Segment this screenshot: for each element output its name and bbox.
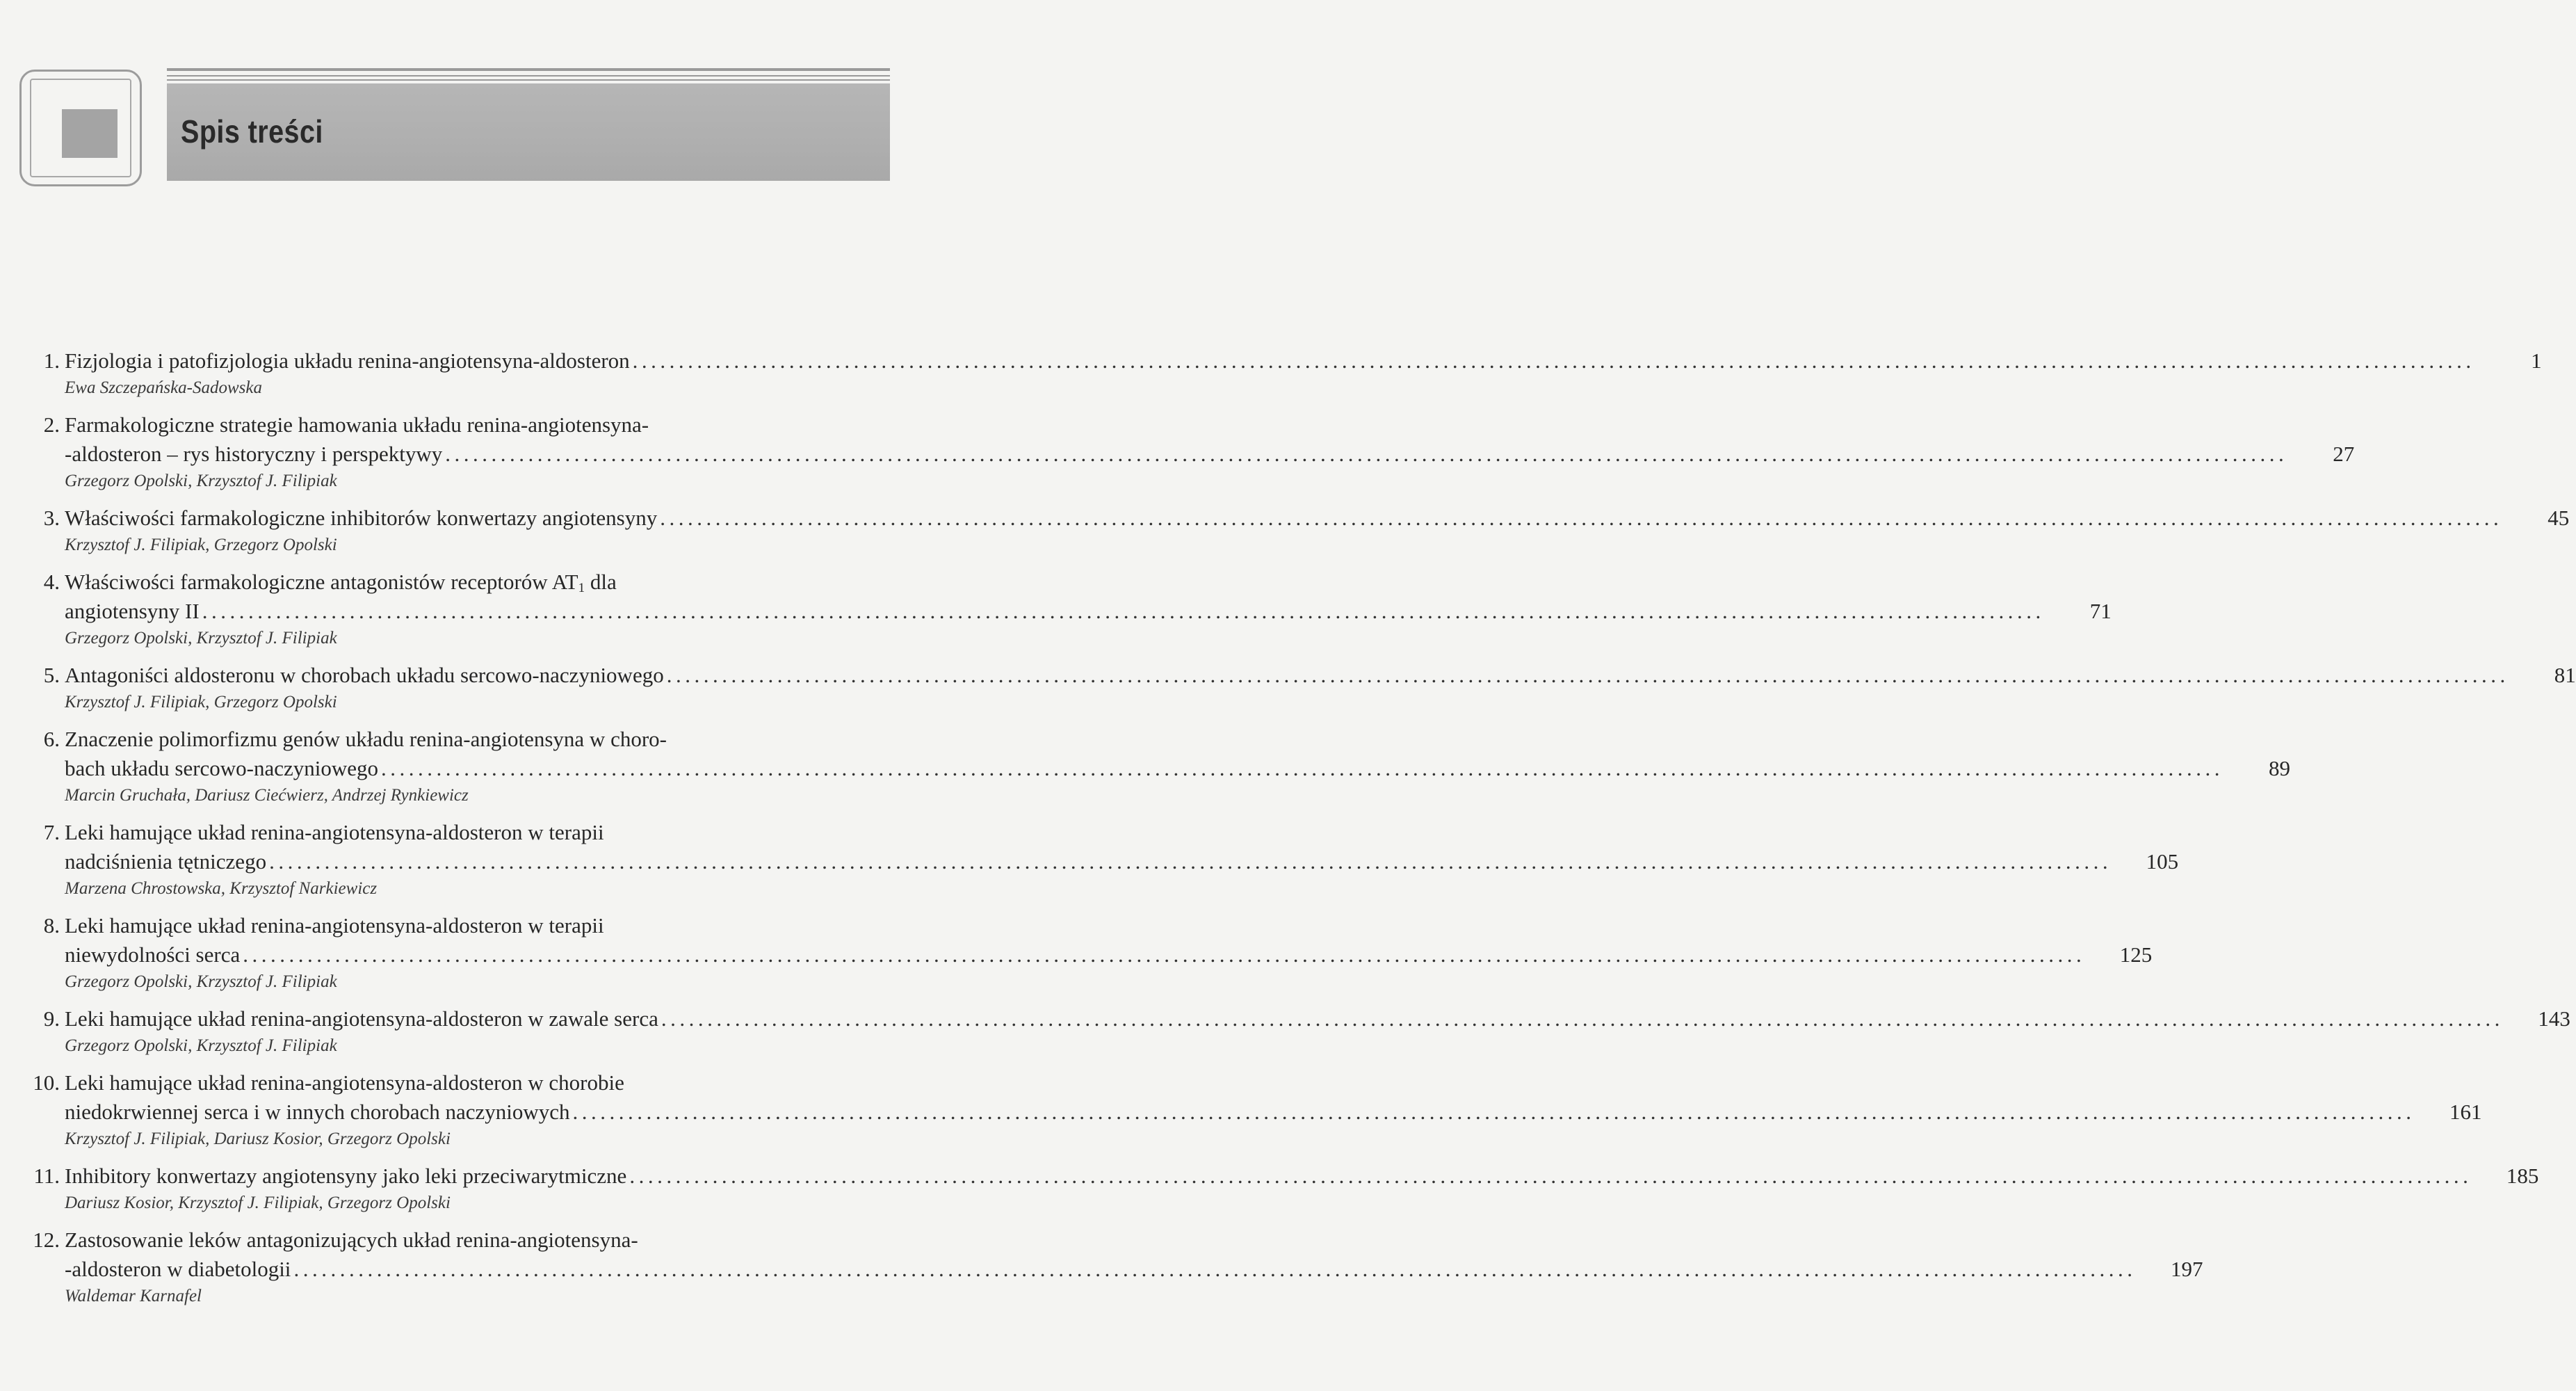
chapter-title: nadciśnienia tętniczego bbox=[65, 849, 267, 874]
page-number: 89 bbox=[2269, 756, 2291, 780]
chapter-title: niedokrwiennej serca i w innych chorobach naczyniowych bbox=[65, 1100, 570, 1124]
toc-entry[interactable] bbox=[28, 410, 2355, 494]
chapter-title: Antagoniści aldosteronu w chorobach układu sercowo-naczyniowego bbox=[65, 663, 664, 687]
toc-entry[interactable] bbox=[28, 661, 2576, 715]
page-number: 161 bbox=[2449, 1100, 2482, 1124]
toc-entry[interactable] bbox=[28, 911, 2153, 995]
chapter-title: Właściwości farmakologiczne inhibitorów konwertazy angiotensyny bbox=[65, 506, 658, 530]
toc-entry[interactable] bbox=[28, 1068, 2482, 1152]
chapter-number: 6. bbox=[43, 727, 60, 751]
header-rule bbox=[167, 68, 890, 71]
chapter-number: 2. bbox=[43, 412, 60, 437]
chapter-authors: Grzegorz Opolski, Krzysztof J. Filipiak bbox=[65, 472, 337, 490]
chapter-number: 5. bbox=[43, 663, 60, 687]
chapter-title: niewydolności serca bbox=[65, 942, 241, 967]
chapter-number: 7. bbox=[43, 820, 60, 844]
chapter-title: angiotensyny II bbox=[65, 599, 200, 623]
chapter-number: 12. bbox=[33, 1228, 60, 1252]
emblem-square-icon bbox=[62, 109, 118, 158]
dot-leader: ........................................................................................................................................................................................................ bbox=[381, 756, 2224, 780]
chapter-number: 3. bbox=[43, 506, 60, 530]
toc-entry[interactable] bbox=[28, 1225, 2203, 1309]
toc-entry[interactable] bbox=[28, 725, 2291, 808]
chapter-title-line bbox=[65, 346, 2542, 376]
header-rule bbox=[167, 75, 890, 77]
chapter-title-line bbox=[65, 504, 2570, 533]
dot-leader: ........................................................................................................................................................................................................ bbox=[202, 599, 2045, 623]
header-band bbox=[167, 83, 890, 181]
page-number: 45 bbox=[2547, 506, 2570, 530]
chapter-title-line bbox=[65, 847, 2179, 876]
chapter-authors: Waldemar Karnafel bbox=[65, 1287, 202, 1305]
chapter-title: Leki hamujące układ renina-angiotensyna-aldosteron w zawale serca bbox=[65, 1006, 658, 1031]
chapter-authors: Marzena Chrostowska, Krzysztof Narkiewicz bbox=[65, 879, 378, 898]
dot-leader: ........................................................................................................................................................................................................ bbox=[629, 1164, 2472, 1188]
page-number: 1 bbox=[2531, 348, 2542, 373]
chapter-title: bach układu sercowo-naczyniowego bbox=[65, 756, 379, 780]
dot-leader: ........................................................................................................................................................................................................ bbox=[243, 942, 2086, 967]
dot-leader: ........................................................................................................................................................................................................ bbox=[660, 506, 2503, 530]
page-number: 197 bbox=[2170, 1257, 2203, 1281]
chapter-title: Zastosowanie leków antagonizujących układ renina-angiotensyna- bbox=[65, 1228, 638, 1252]
chapter-authors: Krzysztof J. Filipiak, Grzegorz Opolski bbox=[65, 693, 337, 711]
chapter-authors: Grzegorz Opolski, Krzysztof J. Filipiak bbox=[65, 972, 337, 991]
chapter-number: 1. bbox=[43, 348, 60, 373]
chapter-title: Znaczenie polimorfizmu genów układu renina-angiotensyna w choro- bbox=[65, 727, 667, 751]
chapter-title-line bbox=[65, 661, 2576, 690]
chapter-emblem bbox=[19, 70, 142, 186]
dot-leader: ........................................................................................................................................................................................................ bbox=[269, 849, 2112, 874]
chapter-authors: Ewa Szczepańska-Sadowska bbox=[65, 378, 262, 397]
chapter-title: Fizjologia i patofizjologia układu renina-angiotensyna-aldosteron bbox=[65, 348, 630, 373]
toc-entry[interactable] bbox=[28, 504, 2570, 558]
page-number: 27 bbox=[2333, 442, 2355, 466]
table-of-contents bbox=[28, 346, 2576, 1319]
toc-entry[interactable] bbox=[28, 818, 2179, 901]
dot-leader: ........................................................................................................................................................................................................ bbox=[632, 348, 2475, 373]
toc-entry[interactable] bbox=[28, 1004, 2570, 1059]
chapter-title: Właściwości farmakologiczne antagonistów receptorów AT bbox=[65, 570, 578, 594]
dot-leader: ........................................................................................................................................................................................................ bbox=[445, 442, 2288, 466]
chapter-title-suffix: dla bbox=[585, 570, 617, 594]
chapter-authors: Marcin Gruchała, Dariusz Ciećwierz, Andrzej Rynkiewicz bbox=[65, 786, 469, 805]
page-number: 81 bbox=[2554, 663, 2576, 687]
chapter-number: 8. bbox=[43, 913, 60, 938]
page-title: Spis treści bbox=[181, 113, 323, 150]
toc-entry[interactable] bbox=[28, 1161, 2539, 1216]
page-number: 125 bbox=[2119, 942, 2153, 967]
dot-leader: ........................................................................................................................................................................................................ bbox=[666, 663, 2509, 687]
dot-leader: ........................................................................................................................................................................................................ bbox=[661, 1006, 2504, 1031]
page-number: 143 bbox=[2538, 1006, 2570, 1031]
chapter-authors: Grzegorz Opolski, Krzysztof J. Filipiak bbox=[65, 629, 337, 648]
chapter-title: Farmakologiczne strategie hamowania układu renina-angiotensyna- bbox=[65, 412, 649, 437]
chapter-title: -aldosteron w diabetologii bbox=[65, 1257, 291, 1281]
chapter-title-line bbox=[65, 1255, 2203, 1284]
page-number: 71 bbox=[2089, 599, 2112, 623]
chapter-number: 10. bbox=[33, 1070, 60, 1095]
chapter-title-line bbox=[65, 440, 2355, 469]
dot-leader: ........................................................................................................................................................................................................ bbox=[572, 1100, 2415, 1124]
chapter-title-line bbox=[65, 940, 2153, 970]
chapter-authors: Grzegorz Opolski, Krzysztof J. Filipiak bbox=[65, 1036, 337, 1055]
chapter-authors: Krzysztof J. Filipiak, Grzegorz Opolski bbox=[65, 536, 337, 554]
chapter-title: Leki hamujące układ renina-angiotensyna-aldosteron w chorobie bbox=[65, 1070, 624, 1095]
chapter-authors: Krzysztof J. Filipiak, Dariusz Kosior, Grzegorz Opolski bbox=[65, 1129, 451, 1148]
page-number: 105 bbox=[2146, 849, 2179, 874]
chapter-authors: Dariusz Kosior, Krzysztof J. Filipiak, Grzegorz Opolski bbox=[65, 1193, 451, 1212]
chapter-title-line bbox=[65, 1161, 2539, 1191]
chapter-title-line bbox=[65, 597, 2112, 626]
chapter-title-line bbox=[65, 1097, 2482, 1127]
chapter-title-line bbox=[65, 754, 2291, 783]
chapter-title: Leki hamujące układ renina-angiotensyna-aldosteron w terapii bbox=[65, 913, 604, 938]
subscript-text: 1 bbox=[578, 581, 585, 595]
toc-entry[interactable] bbox=[28, 568, 2112, 651]
page-number: 185 bbox=[2506, 1164, 2539, 1188]
dot-leader: ........................................................................................................................................................................................................ bbox=[293, 1257, 2137, 1281]
toc-entry[interactable] bbox=[28, 346, 2542, 401]
chapter-number: 9. bbox=[43, 1006, 60, 1031]
chapter-title: Leki hamujące układ renina-angiotensyna-aldosteron w terapii bbox=[65, 820, 604, 844]
chapter-number: 4. bbox=[43, 570, 60, 594]
emblem-inner-frame bbox=[30, 79, 131, 177]
chapter-number: 11. bbox=[33, 1164, 60, 1188]
chapter-title-line bbox=[65, 568, 897, 597]
chapter-title: Inhibitory konwertazy angiotensyny jako leki przeciwarytmiczne bbox=[65, 1164, 627, 1188]
header-rule bbox=[167, 79, 890, 81]
chapter-title: -aldosteron – rys historyczny i perspektywy bbox=[65, 442, 443, 466]
chapter-title-line bbox=[65, 1004, 2570, 1034]
